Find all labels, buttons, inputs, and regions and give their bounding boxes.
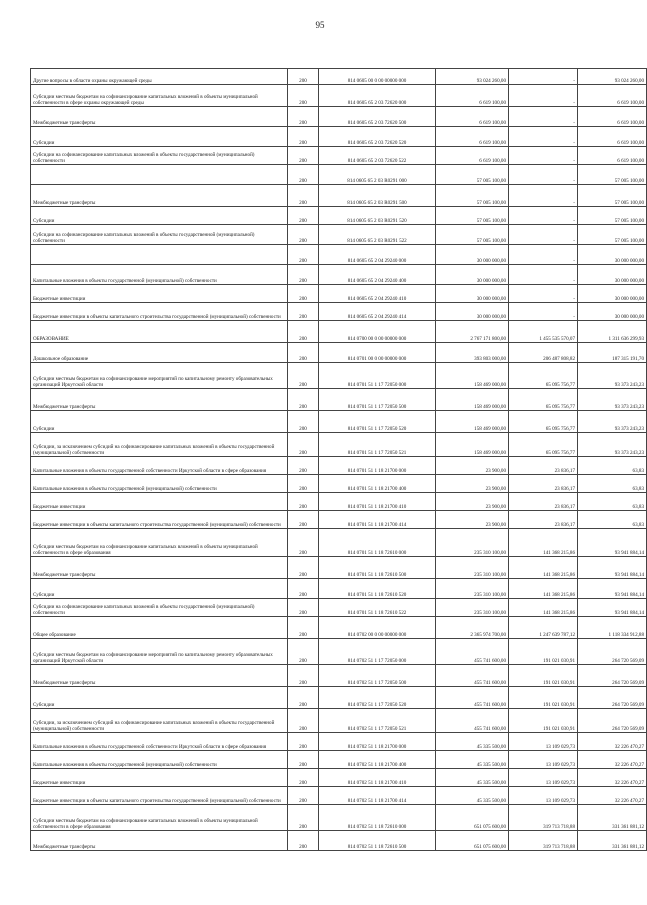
row-remaining-amount: 30 000 000,00 [578, 303, 647, 321]
row-admin-code: 200 [288, 207, 319, 225]
row-approved-amount: 2 767 171 800,00 [436, 321, 509, 343]
table-row [31, 831, 647, 851]
row-remaining-amount: 264 720 569,09 [578, 687, 647, 709]
table-row [31, 751, 647, 769]
row-name: Бюджетные инвестиции в объекты капитального строительства государственной (муниципальной) собственности [31, 511, 288, 529]
row-remaining-amount: 6 619 100,00 [578, 107, 647, 127]
row-approved-amount: 6 619 100,00 [436, 147, 509, 165]
table-row [31, 457, 647, 475]
table-row [31, 107, 647, 127]
row-executed-amount: - [509, 245, 578, 265]
table-row [31, 579, 647, 599]
row-admin-code: 200 [288, 107, 319, 127]
row-name: Бюджетные инвестиции в объекты капитального строительства государственной (муниципальной) собственности [31, 303, 288, 321]
row-remaining-amount: 1 118 334 912,88 [578, 617, 647, 639]
table-row [31, 343, 647, 363]
row-approved-amount: 23 900,00 [436, 511, 509, 529]
row-approved-amount: 30 000 000,00 [436, 285, 509, 303]
row-budget-code: 814 0605 65 2 03 72620 500 [319, 107, 436, 127]
row-executed-amount: 1 247 639 787,12 [509, 617, 578, 639]
row-budget-code: 814 0605 65 2 04 29240 000 [319, 245, 436, 265]
row-executed-amount: 13 109 029,73 [509, 733, 578, 751]
row-name: Субсидии [31, 207, 288, 225]
row-name: Субсидии, за исключением субсидий на софинансирование капитальных вложений в объекты государственной (муниципальной) собственности [31, 709, 288, 733]
table-row [31, 265, 647, 285]
row-admin-code: 200 [288, 85, 319, 107]
row-name: Субсидии местным бюджетам на софинансирование мероприятий по капитальному ремонту образовательных организаций Иркутской области [31, 363, 288, 389]
row-remaining-amount: 187 315 191,70 [578, 343, 647, 363]
row-executed-amount: 65 095 756,77 [509, 389, 578, 411]
row-name: Бюджетные инвестиции [31, 769, 288, 787]
row-remaining-amount: 331 361 881,12 [578, 805, 647, 831]
row-budget-code: 814 0701 51 1 17 72050 500 [319, 389, 436, 411]
row-approved-amount: 235 310 100,00 [436, 579, 509, 599]
row-admin-code: 200 [288, 475, 319, 493]
row-executed-amount: 191 021 030,91 [509, 639, 578, 665]
table-row [31, 599, 647, 617]
row-name [31, 245, 288, 265]
row-remaining-amount: 57 005 100,00 [578, 207, 647, 225]
row-admin-code: 200 [288, 433, 319, 457]
row-budget-code: 814 0702 51 1 17 72050 520 [319, 687, 436, 709]
row-executed-amount: - [509, 285, 578, 303]
row-approved-amount: 30 000 000,00 [436, 245, 509, 265]
row-approved-amount: 30 000 000,00 [436, 303, 509, 321]
row-admin-code: 200 [288, 733, 319, 751]
row-name: Бюджетные инвестиции в объекты капитального строительства государственной (муниципальной) собственности [31, 787, 288, 805]
row-budget-code: 814 0702 51 1 18 72610 500 [319, 831, 436, 851]
row-budget-code: 814 0605 65 2 03 72620 000 [319, 85, 436, 107]
row-budget-code: 814 0701 51 1 18 21700 414 [319, 511, 436, 529]
row-approved-amount: 158 469 000,00 [436, 389, 509, 411]
row-remaining-amount: 30 000 000,00 [578, 285, 647, 303]
row-approved-amount: 45 335 500,00 [436, 733, 509, 751]
row-approved-amount: 393 803 000,00 [436, 343, 509, 363]
row-budget-code: 814 0702 51 1 17 72050 000 [319, 639, 436, 665]
row-remaining-amount: 93 373 243,23 [578, 411, 647, 433]
row-remaining-amount: 264 720 569,09 [578, 709, 647, 733]
row-budget-code: 814 0605 65 2 03 R0291 000 [319, 165, 436, 185]
row-name: Субсидии местным бюджетам на софинансирование капитальных вложений в объекты муниципальной собственности в сфере образования [31, 529, 288, 557]
row-executed-amount: 191 021 030,91 [509, 709, 578, 733]
row-remaining-amount: 32 226 470,27 [578, 787, 647, 805]
row-name: Субсидии, за исключением субсидий на софинансирование капитальных вложений в объекты государственной (муниципальной) собственности [31, 433, 288, 457]
row-approved-amount: 23 900,00 [436, 475, 509, 493]
row-approved-amount: 651 075 600,00 [436, 805, 509, 831]
row-budget-code: 814 0605 65 2 04 29240 410 [319, 285, 436, 303]
row-admin-code: 200 [288, 557, 319, 579]
row-executed-amount: - [509, 225, 578, 245]
row-remaining-amount: 93 373 243,23 [578, 363, 647, 389]
table-row [31, 363, 647, 389]
table-row [31, 303, 647, 321]
table-body [31, 69, 647, 851]
row-approved-amount: 455 741 600,00 [436, 665, 509, 687]
row-remaining-amount: 93 941 884,14 [578, 599, 647, 617]
row-approved-amount: 158 469 000,00 [436, 363, 509, 389]
row-budget-code: 814 0605 65 2 04 29240 414 [319, 303, 436, 321]
row-admin-code: 200 [288, 225, 319, 245]
row-admin-code: 200 [288, 343, 319, 363]
row-budget-code: 814 0702 51 1 18 21700 400 [319, 751, 436, 769]
row-executed-amount: - [509, 265, 578, 285]
row-admin-code: 200 [288, 579, 319, 599]
page-number: 95 [315, 20, 325, 30]
row-name: Дошкольное образование [31, 343, 288, 363]
row-executed-amount: - [509, 85, 578, 107]
table-row [31, 665, 647, 687]
row-executed-amount: 206 487 808,82 [509, 343, 578, 363]
row-budget-code: 814 0701 51 1 17 72050 520 [319, 411, 436, 433]
row-name: Субсидии [31, 579, 288, 599]
row-budget-code: 814 0605 00 0 00 00000 000 [319, 69, 436, 85]
row-admin-code: 200 [288, 599, 319, 617]
row-admin-code: 200 [288, 529, 319, 557]
row-name: Субсидии [31, 687, 288, 709]
row-executed-amount: - [509, 107, 578, 127]
row-budget-code: 814 0702 51 1 18 72610 000 [319, 805, 436, 831]
row-name: Общее образование [31, 617, 288, 639]
row-executed-amount: 141 368 215,86 [509, 529, 578, 557]
row-approved-amount: 158 469 000,00 [436, 411, 509, 433]
row-approved-amount: 30 000 000,00 [436, 265, 509, 285]
row-remaining-amount: 6 619 100,00 [578, 147, 647, 165]
row-budget-code: 814 0700 00 0 00 00000 000 [319, 321, 436, 343]
row-name: Другие вопросы в области охраны окружающей среды [31, 69, 288, 85]
row-budget-code: 814 0701 51 1 18 21700 000 [319, 457, 436, 475]
row-executed-amount: - [509, 303, 578, 321]
row-name: Межбюджетные трансферты [31, 665, 288, 687]
row-budget-code: 814 0605 65 2 03 72620 520 [319, 127, 436, 147]
row-approved-amount: 158 469 000,00 [436, 433, 509, 457]
row-executed-amount: - [509, 207, 578, 225]
table-row [31, 165, 647, 185]
row-name: Субсидии на софинансирование капитальных вложений в объекты государственной (муниципальной) собственности [31, 599, 288, 617]
row-executed-amount: 13 109 029,73 [509, 769, 578, 787]
row-budget-code: 814 0701 51 1 18 72610 000 [319, 529, 436, 557]
row-executed-amount: 319 713 718,88 [509, 831, 578, 851]
row-remaining-amount: 331 361 881,12 [578, 831, 647, 851]
row-remaining-amount: 63,83 [578, 511, 647, 529]
row-admin-code: 200 [288, 147, 319, 165]
row-budget-code: 814 0701 51 1 18 72610 500 [319, 557, 436, 579]
row-budget-code: 814 0605 65 2 03 72620 522 [319, 147, 436, 165]
row-name: Капитальные вложения в объекты государственной собственности Иркутской области в сфере образования [31, 457, 288, 475]
row-executed-amount: 65 095 756,77 [509, 411, 578, 433]
table-row [31, 475, 647, 493]
row-remaining-amount: 93 373 243,23 [578, 433, 647, 457]
row-executed-amount: 13 109 029,73 [509, 787, 578, 805]
row-remaining-amount: 57 005 100,00 [578, 165, 647, 185]
table-row [31, 69, 647, 85]
table-row [31, 127, 647, 147]
row-name: Субсидии [31, 411, 288, 433]
table-row [31, 245, 647, 265]
row-admin-code: 200 [288, 457, 319, 475]
row-name: Субсидии местным бюджетам на софинансирование капитальных вложений в объекты муниципальной собственности в сфере охраны окружающей среды [31, 85, 288, 107]
row-approved-amount: 235 310 100,00 [436, 599, 509, 617]
row-admin-code: 200 [288, 389, 319, 411]
row-name: Бюджетные инвестиции [31, 285, 288, 303]
row-approved-amount: 93 024 260,00 [436, 69, 509, 85]
row-remaining-amount: 1 311 636 299,93 [578, 321, 647, 343]
table-row [31, 493, 647, 511]
row-admin-code: 200 [288, 165, 319, 185]
table-row [31, 787, 647, 805]
row-remaining-amount: 93 373 243,23 [578, 389, 647, 411]
row-name: Межбюджетные трансферты [31, 557, 288, 579]
row-approved-amount: 57 005 100,00 [436, 185, 509, 207]
row-name: Капитальные вложения в объекты государственной (муниципальной) собственности [31, 265, 288, 285]
row-executed-amount: 23 836,17 [509, 511, 578, 529]
row-admin-code: 200 [288, 639, 319, 665]
row-remaining-amount: 57 005 100,00 [578, 185, 647, 207]
row-approved-amount: 235 310 100,00 [436, 529, 509, 557]
row-admin-code: 200 [288, 411, 319, 433]
row-approved-amount: 57 005 100,00 [436, 207, 509, 225]
row-budget-code: 814 0702 51 1 18 21700 410 [319, 769, 436, 787]
row-admin-code: 200 [288, 321, 319, 343]
row-admin-code: 200 [288, 787, 319, 805]
row-admin-code: 200 [288, 769, 319, 787]
row-remaining-amount: 30 000 000,00 [578, 245, 647, 265]
row-executed-amount: - [509, 185, 578, 207]
row-remaining-amount: 63,83 [578, 493, 647, 511]
row-name: Субсидии на софинансирование капитальных вложений в объекты государственной (муниципальной) собственности [31, 147, 288, 165]
row-budget-code: 814 0605 65 2 03 R0291 500 [319, 185, 436, 207]
row-budget-code: 814 0605 65 2 03 R0291 522 [319, 225, 436, 245]
row-admin-code: 200 [288, 617, 319, 639]
row-name: Капитальные вложения в объекты государственной (муниципальной) собственности [31, 751, 288, 769]
row-admin-code: 200 [288, 363, 319, 389]
row-approved-amount: 2 365 974 700,00 [436, 617, 509, 639]
table-row [31, 639, 647, 665]
table-row [31, 511, 647, 529]
row-approved-amount: 45 335 500,00 [436, 787, 509, 805]
row-admin-code: 200 [288, 805, 319, 831]
row-budget-code: 814 0605 65 2 03 R0291 520 [319, 207, 436, 225]
row-executed-amount: 23 836,17 [509, 457, 578, 475]
row-approved-amount: 23 900,00 [436, 493, 509, 511]
row-executed-amount: 319 713 718,88 [509, 805, 578, 831]
row-executed-amount: 65 095 756,77 [509, 433, 578, 457]
row-name: Капитальные вложения в объекты государственной (муниципальной) собственности [31, 475, 288, 493]
row-remaining-amount: 93 024 260,00 [578, 69, 647, 85]
row-budget-code: 814 0701 51 1 17 72050 000 [319, 363, 436, 389]
row-executed-amount: 23 836,17 [509, 475, 578, 493]
row-remaining-amount: 32 226 470,27 [578, 769, 647, 787]
table-row [31, 147, 647, 165]
table-row [31, 207, 647, 225]
table-row [31, 687, 647, 709]
budget-execution-table [30, 68, 647, 851]
row-budget-code: 814 0702 51 1 18 21700 414 [319, 787, 436, 805]
row-executed-amount: 1 455 535 570,07 [509, 321, 578, 343]
row-approved-amount: 6 619 100,00 [436, 85, 509, 107]
row-remaining-amount: 264 720 569,09 [578, 665, 647, 687]
row-remaining-amount: 6 619 100,00 [578, 85, 647, 107]
row-admin-code: 200 [288, 245, 319, 265]
row-executed-amount: - [509, 147, 578, 165]
row-approved-amount: 235 310 100,00 [436, 557, 509, 579]
row-budget-code: 814 0701 51 1 18 72610 522 [319, 599, 436, 617]
row-executed-amount: - [509, 69, 578, 85]
row-approved-amount: 6 619 100,00 [436, 127, 509, 147]
table-row [31, 85, 647, 107]
table-row [31, 709, 647, 733]
row-name: Субсидии [31, 127, 288, 147]
row-name: Межбюджетные трансферты [31, 185, 288, 207]
row-name: ОБРАЗОВАНИЕ [31, 321, 288, 343]
row-budget-code: 814 0701 51 1 17 72050 521 [319, 433, 436, 457]
table-row [31, 805, 647, 831]
row-budget-code: 814 0701 00 0 00 00000 000 [319, 343, 436, 363]
row-remaining-amount: 57 005 100,00 [578, 225, 647, 245]
row-admin-code: 200 [288, 687, 319, 709]
row-admin-code: 200 [288, 303, 319, 321]
row-approved-amount: 57 005 100,00 [436, 225, 509, 245]
row-approved-amount: 455 741 600,00 [436, 709, 509, 733]
table-row [31, 185, 647, 207]
row-name: Бюджетные инвестиции [31, 493, 288, 511]
row-admin-code: 200 [288, 831, 319, 851]
row-admin-code: 200 [288, 751, 319, 769]
row-admin-code: 200 [288, 265, 319, 285]
row-remaining-amount: 32 226 470,27 [578, 733, 647, 751]
row-budget-code: 814 0701 51 1 18 72610 520 [319, 579, 436, 599]
table-row [31, 285, 647, 303]
row-executed-amount: 141 368 215,86 [509, 599, 578, 617]
row-budget-code: 814 0702 51 1 18 21700 000 [319, 733, 436, 751]
row-name: Капитальные вложения в объекты государственной собственности Иркутской области в сфере образования [31, 733, 288, 751]
table-row [31, 617, 647, 639]
row-executed-amount: 191 021 030,91 [509, 665, 578, 687]
row-executed-amount: 23 836,17 [509, 493, 578, 511]
table-row [31, 433, 647, 457]
row-approved-amount: 45 335 500,00 [436, 751, 509, 769]
row-budget-code: 814 0701 51 1 18 21700 400 [319, 475, 436, 493]
row-name: Межбюджетные трансферты [31, 831, 288, 851]
row-admin-code: 200 [288, 493, 319, 511]
row-approved-amount: 651 075 600,00 [436, 831, 509, 851]
table-row [31, 411, 647, 433]
row-name: Межбюджетные трансферты [31, 389, 288, 411]
row-name: Субсидии местным бюджетам на софинансирование капитальных вложений в объекты муниципальной собственности в сфере образования [31, 805, 288, 831]
row-admin-code: 200 [288, 511, 319, 529]
table-row [31, 769, 647, 787]
row-remaining-amount: 93 941 884,14 [578, 529, 647, 557]
row-admin-code: 200 [288, 185, 319, 207]
row-approved-amount: 455 741 600,00 [436, 639, 509, 665]
table-row [31, 733, 647, 751]
table-row [31, 225, 647, 245]
row-budget-code: 814 0702 51 1 17 72050 500 [319, 665, 436, 687]
row-name: Субсидии местным бюджетам на софинансирование мероприятий по капитальному ремонту образовательных организаций Иркутской области [31, 639, 288, 665]
row-executed-amount: 141 368 215,86 [509, 557, 578, 579]
row-executed-amount: 141 368 215,86 [509, 579, 578, 599]
row-remaining-amount: 63,83 [578, 475, 647, 493]
row-budget-code: 814 0605 65 2 04 29240 400 [319, 265, 436, 285]
table-row [31, 321, 647, 343]
row-executed-amount: - [509, 127, 578, 147]
row-approved-amount: 455 741 600,00 [436, 687, 509, 709]
row-remaining-amount: 93 941 884,14 [578, 557, 647, 579]
row-remaining-amount: 6 619 100,00 [578, 127, 647, 147]
row-admin-code: 200 [288, 709, 319, 733]
row-remaining-amount: 32 226 470,27 [578, 751, 647, 769]
row-name: Субсидии на софинансирование капитальных вложений в объекты государственной (муниципальной) собственности [31, 225, 288, 245]
row-budget-code: 814 0702 00 0 00 00000 000 [319, 617, 436, 639]
row-admin-code: 200 [288, 665, 319, 687]
row-approved-amount: 23 900,00 [436, 457, 509, 475]
row-admin-code: 200 [288, 127, 319, 147]
row-remaining-amount: 264 720 569,09 [578, 639, 647, 665]
table-row [31, 557, 647, 579]
row-remaining-amount: 93 941 884,14 [578, 579, 647, 599]
row-budget-code: 814 0702 51 1 17 72050 521 [319, 709, 436, 733]
row-name [31, 165, 288, 185]
row-remaining-amount: 30 000 000,00 [578, 265, 647, 285]
row-executed-amount: 13 109 029,73 [509, 751, 578, 769]
row-approved-amount: 45 335 500,00 [436, 769, 509, 787]
row-budget-code: 814 0701 51 1 18 21700 410 [319, 493, 436, 511]
row-admin-code: 200 [288, 69, 319, 85]
row-executed-amount: 191 021 030,91 [509, 687, 578, 709]
row-approved-amount: 6 619 100,00 [436, 107, 509, 127]
row-executed-amount: - [509, 165, 578, 185]
row-name: Межбюджетные трансферты [31, 107, 288, 127]
row-remaining-amount: 63,83 [578, 457, 647, 475]
table-row [31, 529, 647, 557]
row-admin-code: 200 [288, 285, 319, 303]
row-executed-amount: 65 095 756,77 [509, 363, 578, 389]
table-row [31, 389, 647, 411]
row-approved-amount: 57 005 100,00 [436, 165, 509, 185]
